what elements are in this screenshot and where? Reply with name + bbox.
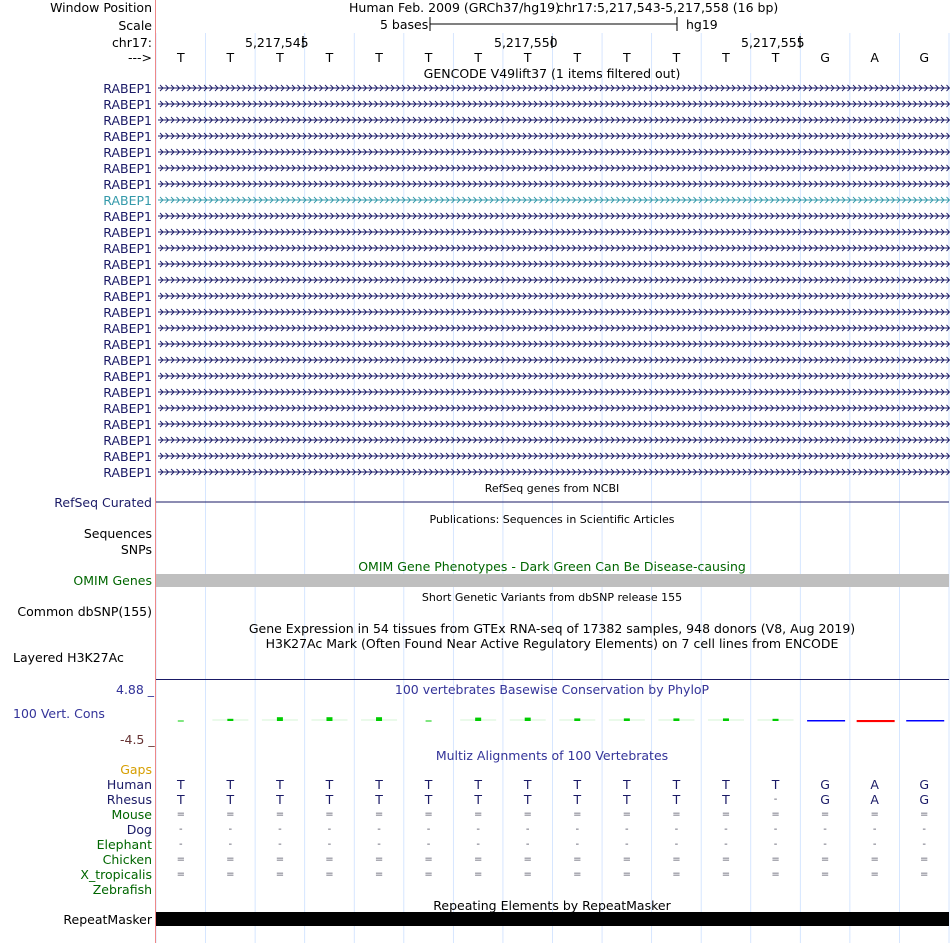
multiz-alignment-base: T <box>325 777 334 792</box>
multiz-alignment-base: T <box>523 792 532 807</box>
sequence-base: A <box>870 50 879 65</box>
multiz-alignment-base: - <box>575 824 580 835</box>
gencode-transcript-label[interactable]: RABEP1 <box>103 369 152 384</box>
sequence-base: T <box>375 50 383 65</box>
phylop-bar <box>624 718 630 721</box>
gtex-track-title: Gene Expression in 54 tissues from GTEx RNA-seq of 17382 samples, 948 donors (V8, Aug 2019) <box>248 621 856 636</box>
multiz-alignment-base: = <box>870 809 879 820</box>
phylop-bar <box>857 720 895 722</box>
phylop-track-title: 100 vertebrates Basewise Conservation by PhyloP <box>394 682 710 697</box>
multiz-alignment-base: = <box>424 809 433 820</box>
gencode-transcript-label[interactable]: RABEP1 <box>103 257 152 272</box>
multiz-alignment-base: T <box>375 777 383 792</box>
sequence-base: T <box>424 50 433 65</box>
multiz-alignment-base: T <box>474 792 482 807</box>
multiz-alignment-base: = <box>920 809 929 820</box>
multiz-alignment-base: = <box>771 854 780 865</box>
multiz-alignment-base: = <box>523 854 532 865</box>
gencode-transcript-label[interactable]: RABEP1 <box>103 305 152 320</box>
gencode-transcript-label[interactable]: RABEP1 <box>103 241 152 256</box>
multiz-alignment-base: - <box>575 839 580 850</box>
multiz-track-title: Multiz Alignments of 100 Vertebrates <box>435 748 669 763</box>
multiz-alignment-base: - <box>377 839 381 850</box>
gencode-transcript-label[interactable]: RABEP1 <box>103 193 152 208</box>
multiz-species-label[interactable]: X_tropicalis <box>80 867 152 882</box>
multiz-alignment-base: - <box>228 839 233 850</box>
multiz-alignment-base: = <box>870 854 879 865</box>
multiz-alignment-base: T <box>722 792 730 807</box>
gencode-transcript-label[interactable]: RABEP1 <box>103 337 152 352</box>
refseq-track-title: RefSeq genes from NCBI <box>484 482 620 495</box>
multiz-alignment-base: T <box>672 792 681 807</box>
multiz-alignment-base: - <box>922 824 927 835</box>
multiz-alignment-base: - <box>872 839 877 850</box>
gencode-transcript-label[interactable]: RABEP1 <box>103 97 152 112</box>
publications-sequences-label[interactable]: Sequences <box>83 526 152 541</box>
multiz-alignment-base: - <box>327 824 332 835</box>
multiz-alignment-base: T <box>722 777 730 792</box>
multiz-alignment-base: T <box>672 777 681 792</box>
multiz-alignment-base: - <box>278 839 282 850</box>
multiz-species-label[interactable]: Rhesus <box>106 792 152 807</box>
sequence-base: T <box>325 50 334 65</box>
multiz-alignment-base: T <box>424 777 433 792</box>
multiz-alignment-base: - <box>327 839 332 850</box>
multiz-species-label[interactable]: Mouse <box>111 807 152 822</box>
phylop-bar <box>525 718 531 721</box>
sequence-base: T <box>722 50 730 65</box>
multiz-alignment-base: = <box>573 869 582 880</box>
multiz-alignment-base: = <box>176 869 185 880</box>
phylop-bar <box>723 718 729 721</box>
dbsnp-track-label[interactable]: Common dbSNP(155) <box>17 604 152 619</box>
multiz-alignment-base: - <box>278 824 282 835</box>
multiz-alignment-base: T <box>573 792 582 807</box>
multiz-alignment-base: = <box>226 809 235 820</box>
multiz-alignment-base: = <box>721 854 731 865</box>
multiz-alignment-base: A <box>870 777 879 792</box>
gencode-transcript-label[interactable]: RABEP1 <box>103 353 152 368</box>
assembly-title: Human Feb. 2009 (GRCh37/hg19) <box>349 0 560 15</box>
coord-tick-1: 5,217,545 <box>245 35 309 50</box>
multiz-alignment-base: = <box>523 869 532 880</box>
multiz-species-label[interactable]: Chicken <box>102 852 152 867</box>
multiz-alignment-base: = <box>226 869 235 880</box>
multiz-alignment-base: T <box>424 792 433 807</box>
multiz-alignment-base: - <box>426 839 431 850</box>
multiz-alignment-base: T <box>226 777 235 792</box>
position-readout: chr17:5,217,543-5,217,558 (16 bp) <box>557 0 779 15</box>
multiz-alignment-base: = <box>374 869 384 880</box>
multiz-alignment-base: = <box>771 869 780 880</box>
multiz-alignment-base: T <box>573 777 582 792</box>
multiz-alignment-base: G <box>820 777 830 792</box>
phylop-track-label[interactable]: 100 Vert. Cons <box>13 706 105 721</box>
multiz-alignment-base: = <box>721 809 731 820</box>
gencode-transcript-label[interactable]: RABEP1 <box>103 401 152 416</box>
phylop-max-label: 4.88 _ <box>116 682 155 697</box>
multiz-alignment-base: - <box>674 839 679 850</box>
multiz-alignment-base: = <box>820 854 830 865</box>
sequence-base: T <box>623 50 631 65</box>
multiz-alignment-base: = <box>424 854 433 865</box>
omim-gene-bar <box>156 574 949 587</box>
multiz-alignment-base: = <box>374 854 384 865</box>
multiz-alignment-base: - <box>178 839 183 850</box>
phylop-bar <box>326 717 332 721</box>
scale-db-text: hg19 <box>686 17 718 32</box>
gencode-transcript-label[interactable]: RABEP1 <box>103 177 152 192</box>
multiz-alignment-base: G <box>820 792 830 807</box>
multiz-alignment-base: = <box>325 809 334 820</box>
multiz-alignment-base: = <box>771 809 780 820</box>
omim-track-label[interactable]: OMIM Genes <box>73 573 152 588</box>
publications-track-title: Publications: Sequences in Scientific Articles <box>429 513 675 526</box>
multiz-alignment-base: - <box>724 824 728 835</box>
multiz-alignment-base: = <box>275 869 285 880</box>
multiz-alignment-base: = <box>920 854 929 865</box>
repeatmasker-track-label[interactable]: RepeatMasker <box>63 912 152 927</box>
multiz-alignment-base: = <box>672 854 681 865</box>
multiz-alignment-base: T <box>623 777 631 792</box>
chrom-label: chr17: <box>111 35 152 50</box>
gencode-transcript-label[interactable]: RABEP1 <box>103 449 152 464</box>
multiz-alignment-base: T <box>771 777 780 792</box>
phylop-bar <box>227 719 233 721</box>
phylop-bar <box>376 717 382 721</box>
coord-tick-2: 5,217,550 <box>494 35 558 50</box>
multiz-alignment-base: = <box>473 809 483 820</box>
scale-bases-text: 5 bases <box>380 17 429 32</box>
scale-label: Scale <box>118 18 152 33</box>
refseq-track-label[interactable]: RefSeq Curated <box>54 495 152 510</box>
multiz-alignment-base: T <box>226 792 235 807</box>
gencode-transcript-label[interactable]: RABEP1 <box>103 385 152 400</box>
multiz-alignment-base: = <box>920 869 929 880</box>
gencode-transcript-label[interactable]: RABEP1 <box>103 465 152 480</box>
multiz-alignment-base: - <box>823 824 827 835</box>
multiz-alignment-base: = <box>473 854 483 865</box>
h3k27ac-track-label[interactable]: Layered H3K27Ac <box>13 650 124 665</box>
multiz-alignment-base: = <box>721 869 731 880</box>
multiz-alignment-base: - <box>377 824 381 835</box>
phylop-min-label: -4.5 _ <box>120 732 155 747</box>
multiz-alignment-base: T <box>523 777 532 792</box>
phylop-bar <box>807 720 845 722</box>
gencode-transcript-label[interactable]: RABEP1 <box>103 145 152 160</box>
gencode-transcript-label[interactable]: RABEP1 <box>103 273 152 288</box>
phylop-bar <box>574 718 580 721</box>
multiz-alignment-base: = <box>424 869 433 880</box>
multiz-alignment-base: - <box>476 839 480 850</box>
multiz-gaps-label: Gaps <box>120 762 152 777</box>
multiz-alignment-base: = <box>870 869 879 880</box>
sequence-base: G <box>820 50 830 65</box>
multiz-alignment-base: T <box>176 777 185 792</box>
gencode-transcript-label[interactable]: RABEP1 <box>103 209 152 224</box>
multiz-species-label[interactable]: Dog <box>126 822 152 837</box>
phylop-bar <box>906 720 944 722</box>
multiz-species-label[interactable]: Elephant <box>96 837 152 852</box>
multiz-alignment-base: - <box>724 839 728 850</box>
phylop-bar <box>773 719 779 721</box>
gencode-transcript-label[interactable]: RABEP1 <box>103 321 152 336</box>
omim-track-title: OMIM Gene Phenotypes - Dark Green Can Be Disease-causing <box>358 559 746 574</box>
sequence-base: T <box>523 50 532 65</box>
multiz-alignment-base: - <box>476 824 480 835</box>
multiz-alignment-base: - <box>426 824 431 835</box>
gencode-transcript-label[interactable]: RABEP1 <box>103 81 152 96</box>
multiz-alignment-base: = <box>672 809 681 820</box>
multiz-alignment-base: - <box>773 839 778 850</box>
multiz-alignment-base: - <box>178 824 183 835</box>
dbsnp-track-title: Short Genetic Variants from dbSNP release 155 <box>421 591 683 604</box>
multiz-alignment-base: = <box>820 809 830 820</box>
sequence-base: G <box>919 50 930 65</box>
publications-snps-label[interactable]: SNPs <box>120 542 152 557</box>
multiz-alignment-base: T <box>474 777 482 792</box>
gencode-track-title: GENCODE V49lift37 (1 items filtered out) <box>423 66 681 81</box>
multiz-alignment-base: T <box>176 792 185 807</box>
multiz-alignment-base: = <box>325 869 334 880</box>
h3k27ac-track-title: H3K27Ac Mark (Often Found Near Active Regulatory Elements) on 7 cell lines from ENCODE <box>265 636 839 651</box>
multiz-alignment-base: = <box>176 854 185 865</box>
multiz-alignment-base: - <box>674 824 679 835</box>
multiz-alignment-base: - <box>872 824 877 835</box>
multiz-alignment-base: - <box>773 794 778 805</box>
multiz-alignment-base: = <box>672 869 681 880</box>
sequence-base: T <box>276 50 284 65</box>
multiz-alignment-base: = <box>374 809 384 820</box>
sequence-base: T <box>672 50 681 65</box>
sequence-base: T <box>573 50 582 65</box>
repeatmasker-block <box>156 912 949 926</box>
gencode-transcript-label[interactable]: RABEP1 <box>103 129 152 144</box>
window-position-label: Window Position <box>50 0 152 15</box>
multiz-alignment-base: = <box>622 809 632 820</box>
multiz-alignment-base: - <box>228 824 233 835</box>
multiz-alignment-base: - <box>922 839 927 850</box>
multiz-alignment-base: T <box>375 792 383 807</box>
gencode-transcript-label[interactable]: RABEP1 <box>103 225 152 240</box>
coord-tick-3: 5,217,555 <box>741 35 805 50</box>
multiz-alignment-base: - <box>625 824 629 835</box>
multiz-alignment-base: - <box>625 839 629 850</box>
multiz-alignment-base: = <box>622 869 632 880</box>
phylop-bar <box>277 717 283 721</box>
multiz-alignment-base: T <box>325 792 334 807</box>
sequence-base: T <box>771 50 780 65</box>
multiz-alignment-base: = <box>523 809 532 820</box>
multiz-alignment-base: = <box>226 854 235 865</box>
multiz-alignment-base: T <box>276 777 284 792</box>
multiz-alignment-base: - <box>823 839 827 850</box>
repeatmasker-track-title: Repeating Elements by RepeatMasker <box>433 898 671 913</box>
multiz-alignment-base: G <box>919 777 930 792</box>
multiz-alignment-base: = <box>820 869 830 880</box>
multiz-alignment-base: - <box>525 839 530 850</box>
multiz-alignment-base: = <box>622 854 632 865</box>
phylop-bar <box>673 718 679 721</box>
strand-label: ---> <box>127 50 152 65</box>
multiz-alignment-base: G <box>919 792 930 807</box>
gencode-transcript-label[interactable]: RABEP1 <box>103 417 152 432</box>
multiz-species-label[interactable]: Zebrafish <box>92 882 152 897</box>
gencode-transcript-label[interactable]: RABEP1 <box>103 113 152 128</box>
multiz-alignment-base: T <box>623 792 631 807</box>
multiz-alignment-base: = <box>325 854 334 865</box>
multiz-alignment-base: = <box>573 809 582 820</box>
gencode-transcript-label[interactable]: RABEP1 <box>103 433 152 448</box>
gencode-transcript-label[interactable]: RABEP1 <box>103 161 152 176</box>
multiz-alignment-base: = <box>176 809 185 820</box>
multiz-alignment-base: = <box>573 854 582 865</box>
sequence-base: T <box>474 50 482 65</box>
sequence-base: T <box>226 50 235 65</box>
multiz-alignment-base: A <box>870 792 879 807</box>
gencode-transcript-label[interactable]: RABEP1 <box>103 289 152 304</box>
multiz-species-label[interactable]: Human <box>106 777 152 792</box>
multiz-alignment-base: = <box>275 809 285 820</box>
multiz-alignment-base: T <box>276 792 284 807</box>
phylop-bar <box>475 718 481 721</box>
sequence-base: T <box>176 50 185 65</box>
multiz-alignment-base: = <box>473 869 483 880</box>
multiz-alignment-base: - <box>773 824 778 835</box>
multiz-alignment-base: = <box>275 854 285 865</box>
multiz-alignment-base: - <box>525 824 530 835</box>
